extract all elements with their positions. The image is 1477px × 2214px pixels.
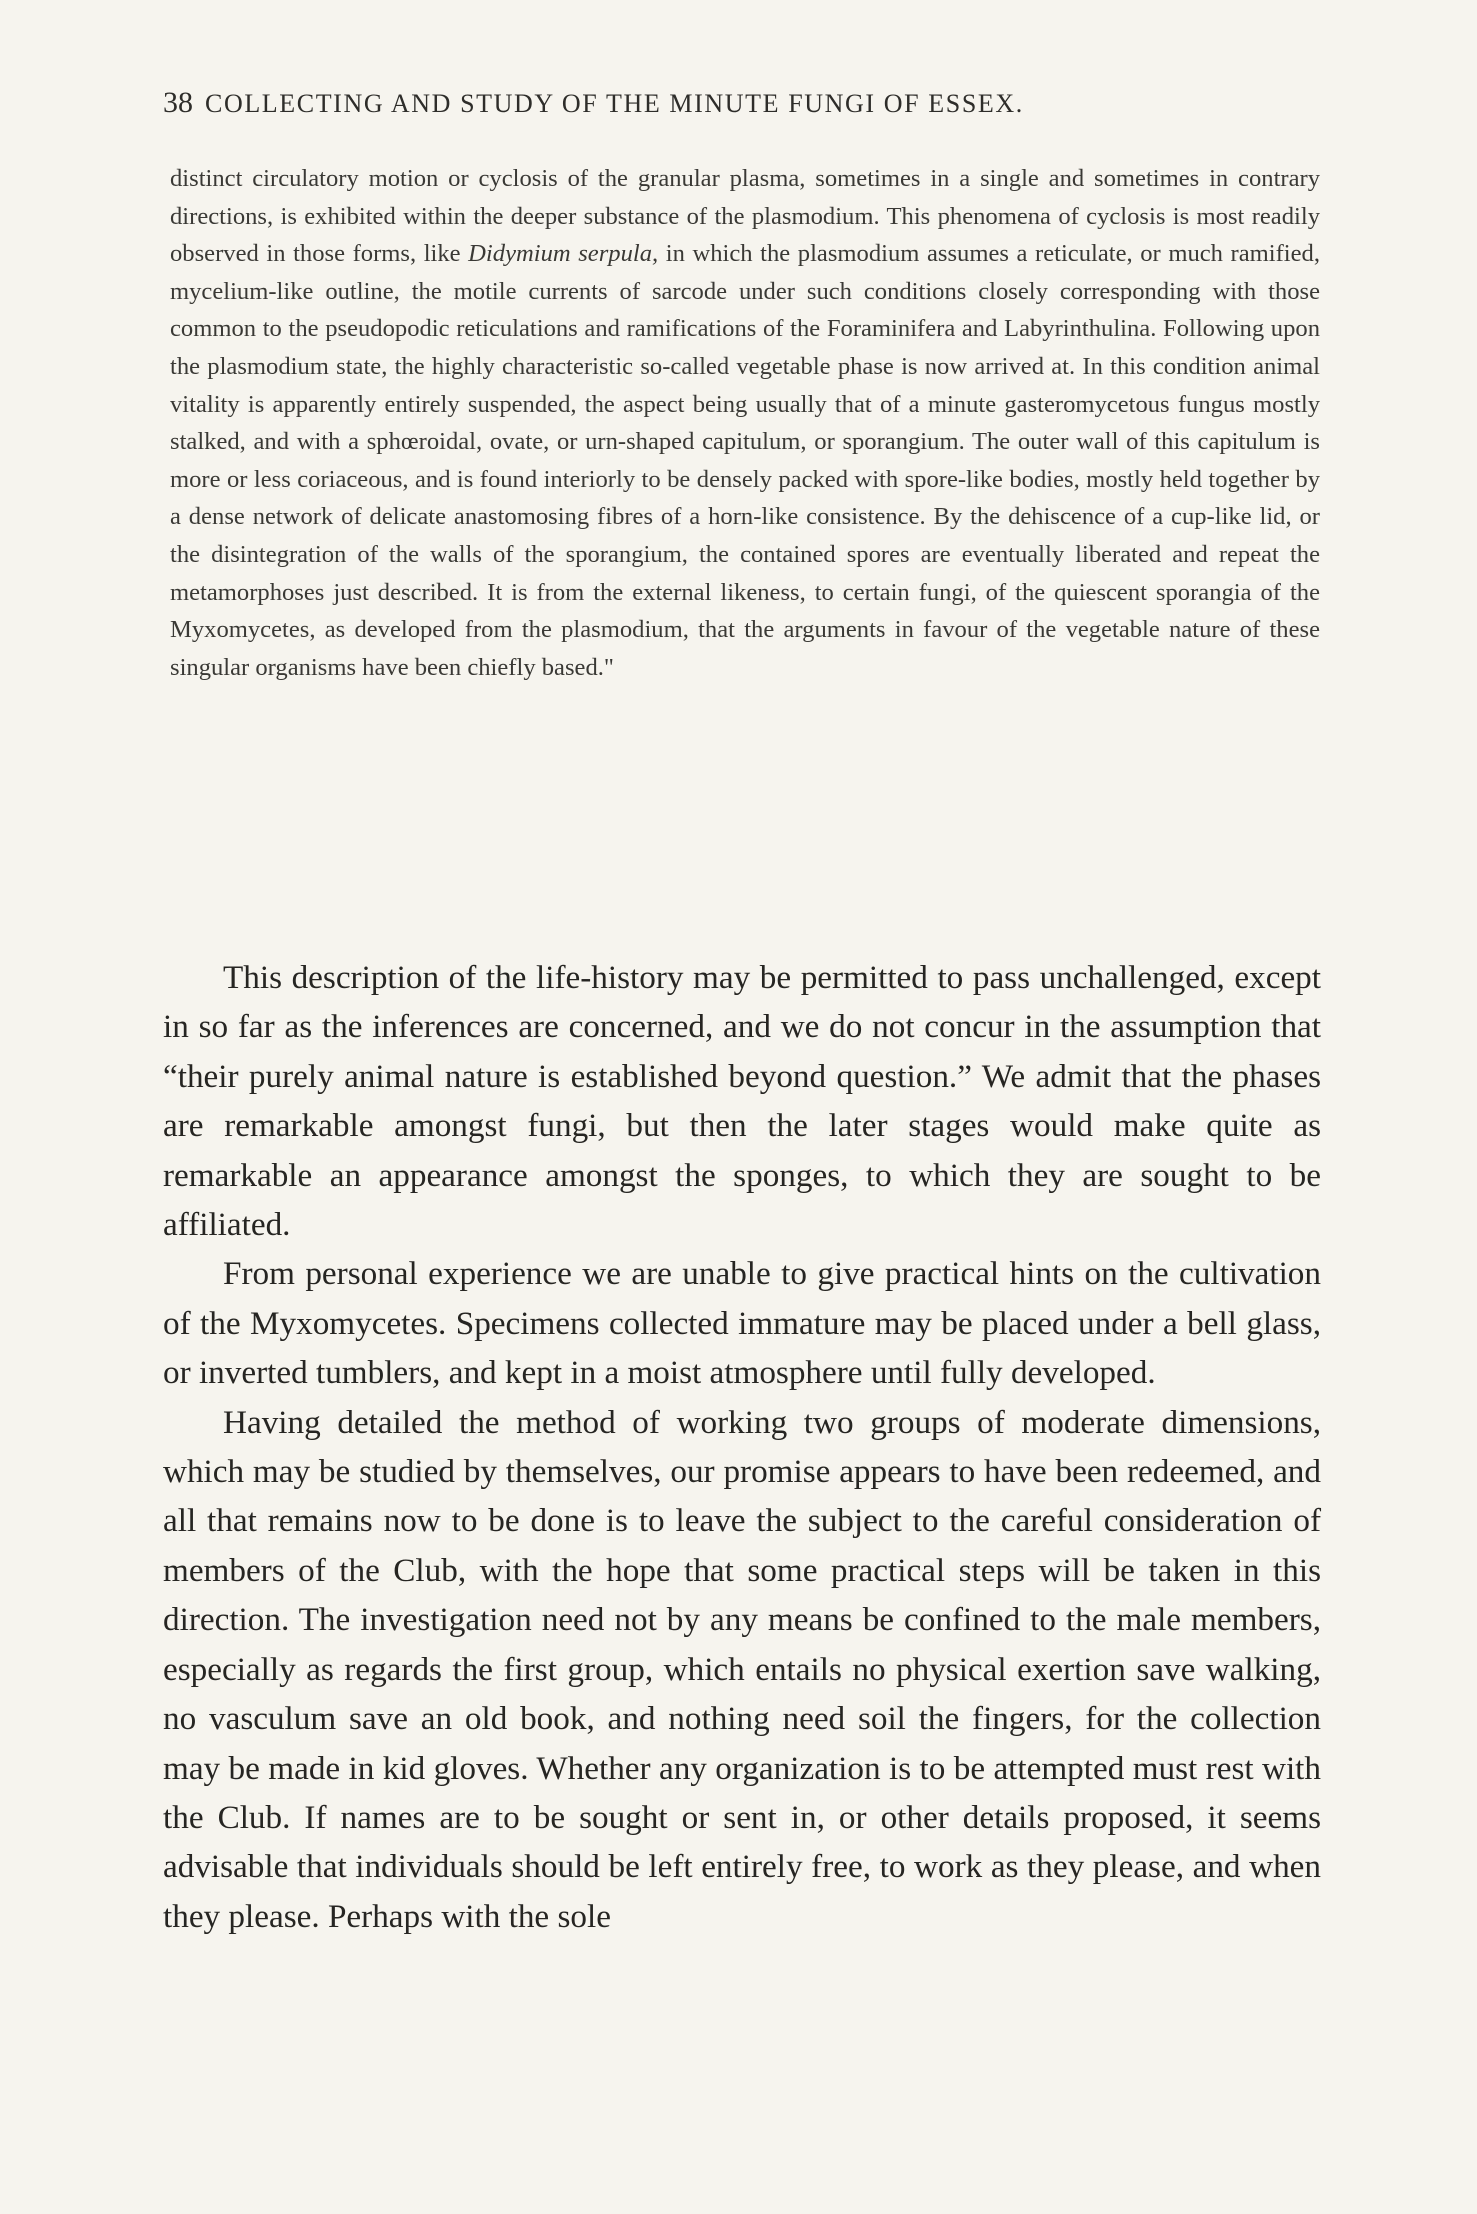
quote-text-part-1: distinct circulatory motion or cyclosis of the granular plasma, sometimes in a single and sometimes in contrary directions, is exhibited within the deeper substance of the plasmodium. This phenomena of cyclosis is most readily observed in those forms, like (170, 165, 1320, 268)
running-head (163, 86, 1323, 126)
running-title: COLLECTING AND STUDY OF THE MINUTE FUNGI OF ESSEX. (205, 89, 1024, 118)
species-name: Didymium serpula, (468, 240, 659, 268)
paragraph-life-history: This description of the life-history may be permitted to pass unchallenged, except in so far as the inferences are concerned, and we do not concur in the assumption that “their purely animal nature is established beyond question.” We admit that the phases are remarkable amongst fungi, but then the later stages would make quite as remarkable an appearance amongst the sponges, to which they are sought to be affiliated. (163, 959, 1321, 1244)
body-text (163, 953, 1321, 1941)
paragraph-cultivation: From personal experience we are unable to give practical hints on the cultivation of the Myxomycetes. Specimens collected immature may be placed under a bell glass, or inverted tumblers, and kept in a moist atmosphere until fully developed. (163, 1255, 1321, 1392)
quote-text-part-2: in which the plasmodium assumes a reticulate, or much ramified, mycelium-like outline, the motile currents of sarcode under such conditions closely corresponding with those common to the pseudopodic reticulations and ramifications of the Foraminifera and Labyrinthulina. Following upon the plasmodium state, the highly characteristic so-called vegetable phase is now arrived at. In this condition animal vitality is apparently entirely suspended, the aspect being usually that of a minute gasteromycetous fungus mostly stalked, and with a sphœroidal, ovate, or urn-shaped capitulum, or sporangium. The outer wall of this capitulum is more or less coriaceous, and is found interiorly to be densely packed with spore-like bodies, mostly held together by a dense network of delicate anastomosing fibres of a horn-like consistence. By the dehiscence of a cup-like lid, or the disintegration of the walls of the sporangium, the contained spores are eventually liberated and repeat the metamorphoses just described. It is from the external likeness, to certain fungi, of the quiescent sporangia of the Myxomycetes, as developed from the plasmodium, that the arguments in favour of the vegetable nature of these singular organisms have been chiefly based." (170, 240, 1320, 681)
page-number: 38 (163, 86, 193, 119)
paragraph-conclusion: Having detailed the method of working two groups of moderate dimensions, which may be studied by themselves, our promise appears to have been redeemed, and all that remains now to be done is to leave the subject to the careful consideration of members of the Club, with the hope that some practical steps will be taken in this direction. The investigation need not by any means be confined to the male members, especially as regards the first group, which entails no physical exertion save walking, no vasculum save an old book, and nothing need soil the fingers, for the collection may be made in kid gloves. Whether any organization is to be attempted must rest with the Club. If names are to be sought or sent in, or other details proposed, it seems advisable that individuals should be left entirely free, to work as they please, and when they please. Perhaps with the sole (163, 1403, 1321, 1935)
quoted-passage (170, 160, 1320, 686)
